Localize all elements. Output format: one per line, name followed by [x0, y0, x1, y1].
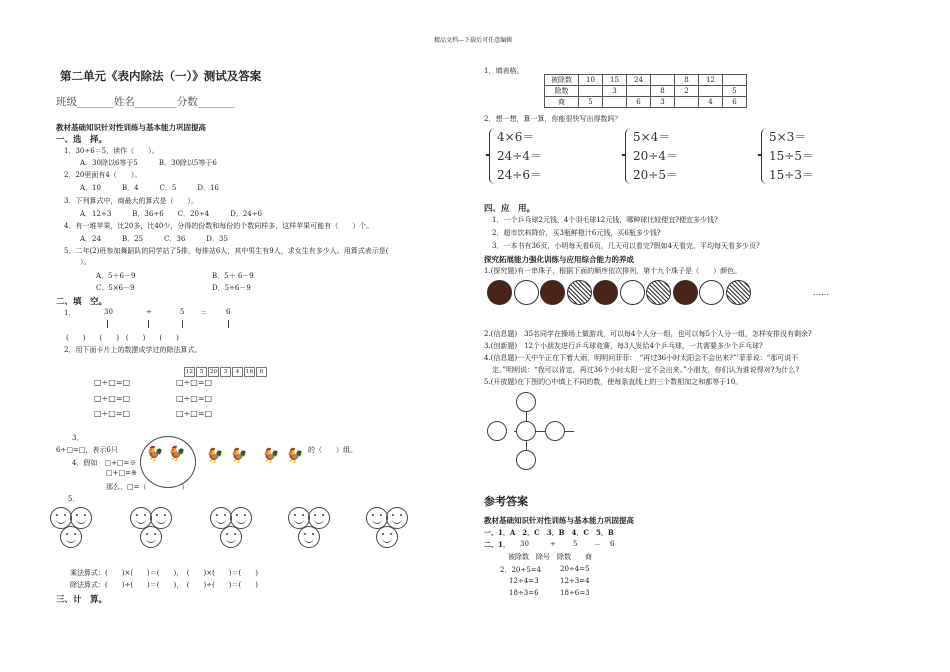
- pointer-line: [182, 320, 183, 328]
- table-cell[interactable]: 3: [603, 86, 627, 97]
- blank-equation[interactable]: □÷□=□: [94, 378, 131, 387]
- table-cell[interactable]: 8: [651, 86, 675, 97]
- fill1-quotient: 6: [226, 308, 231, 316]
- bead-dark: [673, 280, 698, 305]
- smiley-face-icon: [298, 526, 320, 548]
- table-cell[interactable]: [627, 86, 651, 97]
- pointer-line: [228, 320, 229, 328]
- table-cell[interactable]: 10: [579, 75, 603, 86]
- table-cell[interactable]: 5: [723, 86, 747, 97]
- brace-icon: [625, 128, 632, 184]
- table-cell[interactable]: [651, 75, 675, 86]
- table-row: [545, 75, 747, 86]
- right-question-2: 2．想一想，算一算，你能很快写出得数吗？: [484, 115, 622, 123]
- application-3: 3．一本书有36页，小明每天看6页，几天可以看完?假如4天看完，平均每天看多少页?: [492, 242, 760, 250]
- right-question-1: 1．填表格。: [484, 67, 524, 75]
- document-title: 第二单元《表内除法（一）》测试及答案: [60, 69, 262, 83]
- fill3-text-a: 6÷□=□，表示6只: [56, 446, 118, 454]
- question-5-option-d: D．5÷6－9: [212, 284, 251, 292]
- calc-item[interactable]: 15÷3＝: [769, 168, 814, 182]
- smiley-face-icon: [60, 526, 82, 548]
- table-cell[interactable]: 15: [603, 75, 627, 86]
- fill4-line-c: 那么，□=（ ）: [106, 483, 189, 491]
- table-cell[interactable]: [579, 86, 603, 97]
- question-5: 5．二年(2)班参加舞蹈队的同学站了5排，每排站6人，其中男生有9人，求女生有多少人。用算式表示是(: [64, 247, 389, 255]
- table-cell[interactable]: 2: [675, 86, 699, 97]
- bead-continuation: ……: [813, 288, 829, 297]
- explore-5: 5.(开放题)在下图的○中填上不同的数，使每条直线上的三个数相加之和都等于10。: [484, 378, 743, 386]
- blank-equation[interactable]: □÷□=□: [94, 394, 131, 403]
- chicken-icon: 🐓: [146, 446, 164, 462]
- answers-section-heading: 教材基础知识针对性训练与基本能力巩固提高: [484, 516, 634, 525]
- row-header-cell: 被除数: [545, 75, 579, 86]
- page-header: 精品文档---下载后可任意编辑: [434, 37, 513, 44]
- part3-title: 三、计 算。: [56, 595, 108, 605]
- answer-row: 12÷4=3: [509, 577, 539, 585]
- answer-row: 2．20÷5=4: [500, 566, 541, 574]
- answer-term-labels: 被除数 除号 除数 商: [508, 553, 592, 561]
- question-3-options: A．12÷3 B．36÷6 C．20÷4 D．24÷6: [80, 210, 263, 218]
- answer-label: 二、1．: [484, 540, 510, 549]
- smiley-face-icon: [140, 526, 162, 548]
- explore-1: 1.(探究题)有一串珠子，根据下面的顺序依次排列，第十九个珠子是（ ）颜色。: [484, 267, 742, 275]
- answers-part1: 一、1．A 2．C 3．B 4．C 5．B: [484, 528, 614, 537]
- question-1: 1．30÷6＝5，读作（ ）。: [64, 147, 159, 155]
- calc-item[interactable]: 5×4＝: [633, 130, 671, 144]
- smiley-face-icon: [220, 526, 242, 548]
- table-cell[interactable]: 6: [627, 97, 651, 108]
- section-expand-heading: 探究拓展能力强化训练与应用综合能力的养成: [484, 255, 634, 264]
- blank-equation[interactable]: □÷□=□: [176, 378, 213, 387]
- number-card: 16: [246, 369, 253, 375]
- calc-item[interactable]: 24÷6＝: [497, 168, 542, 182]
- multiplication-blanks[interactable]: 乘法算式：( )×( )＝( )， ( )×( )＝( ): [70, 569, 259, 577]
- number-circle[interactable]: [516, 392, 536, 412]
- question-5-end: ）。: [80, 258, 91, 266]
- number-circle[interactable]: [516, 450, 536, 470]
- answer-row: 18÷6=3: [560, 589, 590, 597]
- blank-equation[interactable]: □÷□=□: [176, 394, 213, 403]
- number-circle[interactable]: [516, 421, 536, 441]
- number-card: 5: [196, 367, 207, 377]
- question-4: 4．有一堆苹果，比20多，比40少，分得的份数和每份的个数同样多，这样苹果可能有（ ）个。: [64, 222, 374, 230]
- question-5-option-b: B．5＋ 6－9: [212, 272, 254, 280]
- bead-white: [514, 280, 539, 305]
- table-cell[interactable]: [675, 97, 699, 108]
- answer-row: 12÷3=4: [560, 577, 590, 585]
- fill2-prompt: 2．用下面卡片上的数摆成学过的除法算式。: [64, 346, 202, 354]
- answer-row: 20÷4=5: [560, 565, 590, 573]
- question-5-option-c: C．5×6－9: [96, 284, 135, 292]
- bead-white: [699, 280, 724, 305]
- number-card: 4: [232, 367, 243, 377]
- fill1-blanks[interactable]: ( ) ( ) ( ) ( ): [66, 334, 179, 342]
- bead-white: [620, 280, 645, 305]
- question-4-options: A．24 B．25 C．36 D．35: [80, 235, 228, 243]
- row-header-cell: 除数: [545, 86, 579, 97]
- pointer-line: [148, 320, 149, 328]
- number-card: 3: [220, 367, 231, 377]
- answer-dash: －: [594, 541, 601, 549]
- smiley-face-icon: [376, 526, 398, 548]
- division-table: [544, 74, 747, 108]
- bead-dark: [593, 280, 618, 305]
- brace-group-2: [633, 128, 678, 185]
- answer-divisor: 5: [573, 540, 578, 548]
- answer-row: 18÷3=6: [509, 589, 539, 597]
- table-cell[interactable]: 3: [651, 97, 675, 108]
- table-cell[interactable]: 5: [579, 97, 603, 108]
- explore-4b: 定。”明明说：“我可以肯定，再过36个小时太阳一定不会出来。”小朋友，你们认为谁说得对?为什么?: [492, 366, 800, 374]
- fill1-divide-sign: ÷: [146, 308, 152, 316]
- pointer-line: [107, 320, 108, 328]
- fill3-text-b: 的（ ）组。: [308, 446, 357, 454]
- table-cell[interactable]: 8: [675, 75, 699, 86]
- calc-item[interactable]: 5×3＝: [769, 130, 807, 144]
- table-cell[interactable]: [723, 75, 747, 86]
- table-cell[interactable]: [699, 86, 723, 97]
- bead-dark: [487, 280, 512, 305]
- question-3: 3．下列算式中，商最大的算式是（ ）。: [64, 197, 198, 205]
- number-circle[interactable]: [487, 421, 507, 441]
- chicken-icon: 🐓: [230, 448, 248, 464]
- number-card: 6: [256, 367, 267, 377]
- part4-title: 四、应 用。: [484, 204, 536, 214]
- fill4-line-b: □+□=※: [106, 469, 137, 477]
- brace-group-1: [497, 128, 542, 185]
- fill1-divisor: 5: [180, 308, 185, 316]
- student-info-line: 班级_______姓名________分数_______: [56, 96, 235, 108]
- chicken-icon: 🐓: [168, 446, 186, 462]
- blank-equation[interactable]: □÷□=□: [94, 409, 131, 418]
- chicken-icon: 🐓: [206, 448, 224, 464]
- bead-hatch: [646, 280, 671, 305]
- table-row: [545, 86, 747, 97]
- bead-dark: [540, 280, 565, 305]
- row-header-cell: 商: [545, 97, 579, 108]
- part1-title: 一、选 择。: [56, 135, 108, 145]
- explore-3: 3.(创新题) 12个小朋友进行乒乓球竞赛，每3人发给4个乒乓球，一共需要多少个乒乓球?: [484, 342, 763, 350]
- question-2: 2．20里面有4（ ）。: [64, 171, 142, 179]
- fill3-number: 3．: [72, 434, 84, 442]
- calc-item[interactable]: 20÷5＝: [633, 168, 678, 182]
- part2-title: 二、填 空。: [56, 297, 108, 307]
- fill4-line-a: 4．假如 □+□=※: [72, 459, 137, 467]
- table-cell[interactable]: 12: [699, 75, 723, 86]
- fill1-number: 1．: [64, 309, 76, 317]
- number-card: 20: [210, 369, 217, 375]
- table-cell[interactable]: 4: [699, 97, 723, 108]
- fill5-number: 5．: [68, 495, 80, 503]
- fill1-dividend: 30: [104, 308, 113, 316]
- answer-divide-sign: ÷: [550, 540, 556, 548]
- calc-item[interactable]: 4×6＝: [497, 130, 535, 144]
- application-2: 2．超市饮料降价，买3瓶鲜橙汁6元钱，买6瓶多少钱?: [492, 229, 661, 237]
- blank-equation[interactable]: □÷□=□: [176, 409, 213, 418]
- bead-hatch: [567, 280, 592, 305]
- brace-icon: [489, 128, 496, 184]
- section-basic-heading: 教材基础知识针对性训练与基本能力巩固提高: [56, 123, 206, 132]
- question-5-option-a: A．5＋6－9: [96, 272, 136, 280]
- number-card: 12: [186, 369, 193, 375]
- calc-item[interactable]: 20÷4＝: [633, 149, 678, 163]
- explore-2: 2.(信息题) 35名同学在操场上做游戏，可以每4个人分一组，也可以每5个人分一组，怎样安排没有剩余?: [484, 330, 812, 338]
- chicken-icon: 🐓: [286, 448, 304, 464]
- brace-icon: [761, 128, 768, 184]
- calc-item[interactable]: 15÷5＝: [769, 149, 814, 163]
- table-row: [545, 97, 747, 108]
- application-1: 1．一个乒乓球2元钱，4个羽毛球12元钱，哪种球比较便宜?便宜多少钱?: [492, 216, 718, 224]
- explore-4a: 4.(信息题)一天中午正在下着大雨，明明问菲菲： “再过36小时太阳会不会出来?”’菲菲说：“那可说不: [484, 354, 799, 362]
- number-circle[interactable]: [545, 421, 565, 441]
- answer-dividend: 30: [520, 540, 529, 548]
- table-cell[interactable]: 24: [627, 75, 651, 86]
- group-circle: [140, 436, 196, 488]
- fill1-equals: ＝: [200, 309, 207, 317]
- bead-hatch: [726, 280, 751, 305]
- chicken-icon: 🐓: [262, 448, 280, 464]
- calc-item[interactable]: 24÷4＝: [497, 149, 542, 163]
- division-blanks[interactable]: 除法算式：( )÷( )＝( )， ( )÷( )＝( ): [70, 581, 259, 589]
- question-1-options: A．30除以6等于5 B．30除以5等于6: [80, 159, 217, 167]
- table-cell[interactable]: 6: [723, 97, 747, 108]
- number-cards: [184, 358, 268, 377]
- brace-group-3: [769, 128, 814, 185]
- table-cell[interactable]: [603, 97, 627, 108]
- question-2-options: A．10 B．4 C．5 D．16: [80, 184, 219, 192]
- answers-title: 参考答案: [484, 495, 528, 508]
- answer-quotient: 6: [610, 540, 615, 548]
